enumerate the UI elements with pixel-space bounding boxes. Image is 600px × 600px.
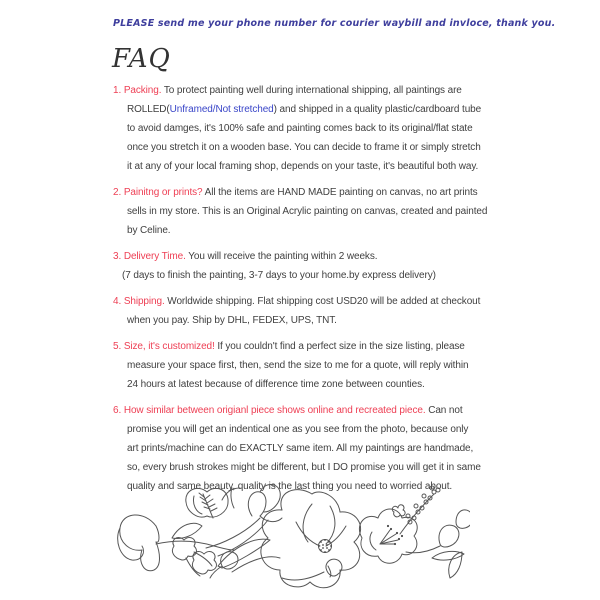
faq-line [113,337,583,356]
parsley-sprigs [172,538,216,576]
body-text: (7 days to finish the painting, 3-7 days to your home.by express delivery) [122,270,436,281]
body-text: Worldwide shipping. Flat shipping cost USD20 will be added at checkout [164,296,481,307]
body-text: You will receive the painting within 2 weeks. [185,251,378,262]
pod-bud [210,552,238,578]
body-text: 24 hours at latest because of difference time zone between counties. [127,379,425,390]
lilac-sprig [392,486,440,534]
body-text: it at any of your local framing shop, depends on your taste, it's beautiful both way. [127,161,479,172]
faq-heading-text: 6. How similar between origianl piece shows online and recreated piece. [113,405,426,416]
body-text: promise you will get an indentical one as you see from the photo, because only [127,424,469,435]
faq-heading-text: 4. Shipping. [113,296,165,307]
faq-line [113,292,583,311]
faq-line [113,401,583,420]
body-text: If you couldn't find a perfect size in the size listing, please [214,341,465,352]
faq-line [127,458,583,477]
open-flower-right [359,509,417,563]
poppy-with-fern [186,488,240,518]
body-text: so, every brush strokes might be different, but I DO promise you will get it in same [127,462,481,473]
faq-list [113,81,583,503]
round-bud-bottom [282,559,342,580]
body-text: quality and same beauty, quality is the last thing you need to worried about. [127,481,453,492]
floral-line-art [110,482,470,600]
faq-line [127,420,583,439]
faq-line [127,221,583,240]
body-text: ROLLED( [127,104,170,115]
body-text: ) and shipped in a quality plastic/cardboard tube [273,104,482,115]
tulip-left [118,515,234,571]
faq-line [113,183,583,202]
courier-note: PLEASE send me your phone number for courier waybill and invloce, thank you. [113,18,556,29]
faq-line [127,157,583,176]
body-text: Can not [425,405,463,416]
body-text: sells in my store. This is an Original Acrylic painting on canvas, created and painted [127,206,488,217]
body-text: All the items are HAND MADE painting on canvas, no art prints [202,187,478,198]
body-text: To protect painting well during international shipping, all paintings are [161,85,462,96]
faq-line [127,100,583,119]
faq-line [127,375,583,394]
faq-line [127,202,583,221]
faq-item-4 [113,292,583,330]
faq-item-2 [113,183,583,240]
faq-line [127,119,583,138]
body-text: measure your space first, then, send the size to me for a quote, will reply within [127,360,469,371]
faq-heading-text: 1. Packing. [113,85,162,96]
faq-heading-text: 3. Delivery Time. [113,251,186,262]
faq-heading-text: 2. Painitng or prints? [113,187,203,198]
faq-heading-text: 5. Size, it's customized! [113,341,215,352]
body-text: by Celine. [127,225,171,236]
faq-line [127,311,583,330]
faq-item-1 [113,81,583,176]
body-text: art prints/machine can do EXACTLY same item. All my paintings are handmade, [127,443,474,454]
body-text: once you stretch it on a wooden base. You can decide to frame it or simply stretch [127,142,481,153]
magnolia-center [261,490,361,588]
highlight-text: Unframed/Not stretched [169,104,274,115]
tulip-buds-right [406,510,470,578]
long-leaves [218,539,280,572]
faq-line [127,439,583,458]
body-text: when you pay. Ship by DHL, FEDEX, UPS, TNT. [127,315,337,326]
faq-item-5 [113,337,583,394]
crocus-cluster [206,485,282,557]
faq-item-3 [113,247,583,285]
faq-line [122,266,583,285]
faq-line [113,81,583,100]
body-text: to avoid damges, it's 100% safe and painting comes back to its original/flat state [127,123,473,134]
faq-line [113,247,583,266]
faq-title: FAQ [112,44,171,74]
faq-line [127,356,583,375]
faq-line [127,138,583,157]
